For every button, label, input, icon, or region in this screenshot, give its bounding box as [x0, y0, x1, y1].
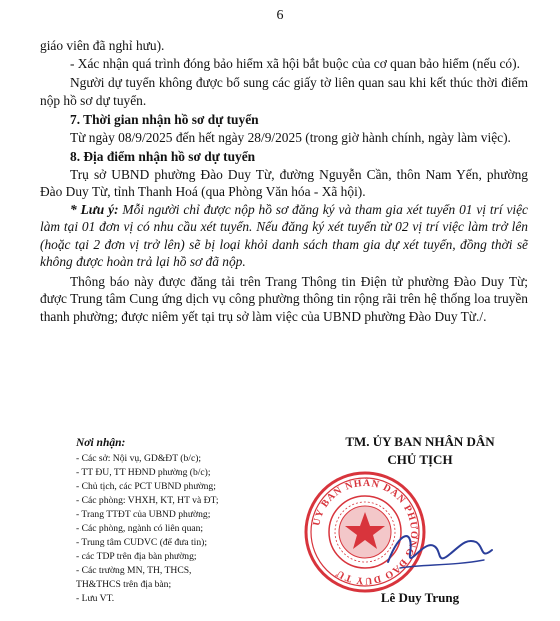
page-number: 6	[276, 8, 284, 23]
signature-role: CHỦ TỊCH	[387, 452, 453, 467]
recipient-item: - Trang TTĐT của UBND phường;	[76, 509, 211, 520]
note-text: Mỗi người chỉ được nộp hồ sơ đăng ký và tham gia xét tuyển 01 vị trí việc làm tại 01 đơn vị có nhu cầu xét tuyển. Nếu đăng ký xét tuyển từ 02 vị trí việc làm trở lên (hoặc tại 2 đơn vị trở lên) sẽ bị loại khỏi danh sách tham gia dự xét tuyển, đồng thời sẽ không được hoàn trả lại hồ sơ đã nộp.	[40, 201, 528, 269]
paragraph-note	[40, 201, 528, 271]
recipient-item: - Các sở: Nội vụ, GD&ĐT (b/c);	[76, 453, 202, 464]
heading-section-8: 8. Địa điểm nhận hồ sơ dự tuyển	[70, 149, 256, 164]
document-body	[40, 37, 528, 325]
paragraph-insurance: - Xác nhận quá trình đóng bảo hiểm xã hội bắt buộc của cơ quan bảo hiểm (nếu có).	[70, 55, 520, 71]
paragraph-publication: Thông báo này được đăng tải trên Trang Thông tin Điện tử phường Đào Duy Từ; được Trung tâm Cung ứng dịch vụ công phường thông tin rộng rãi trên hệ thống loa truyền thanh phường; được niêm yết tại trụ sở làm việc của UBND phường Đào Duy Từ./.	[40, 273, 528, 324]
signature-org-line: TM. ỦY BAN NHÂN DÂN	[345, 434, 495, 449]
heading-section-7: 7. Thời gian nhận hồ sơ dự tuyển	[70, 112, 259, 127]
recipient-item: - Trung tâm CUDVC (để đưa tin);	[76, 537, 207, 548]
recipient-item: - TT ĐU, TT HĐND phường (b/c);	[76, 467, 211, 478]
paragraph-continuation: giáo viên đã nghỉ hưu).	[40, 38, 165, 53]
recipient-item: - Chủ tịch, các PCT UBND phường;	[76, 481, 216, 492]
recipient-item: - Các phòng, ngành có liên quan;	[76, 523, 204, 534]
signer-name: Lê Duy Trung	[380, 590, 460, 605]
note-label: * Lưu ý:	[70, 201, 119, 217]
recipient-item: - các TDP trên địa bàn phường;	[76, 551, 197, 562]
recipient-item: - Lưu VT.	[76, 593, 115, 604]
paragraph-no-supplement: Người dự tuyển không được bổ sung các giấy tờ liên quan sau khi kết thúc thời điểm nộp hồ sơ dự tuyển.	[40, 75, 528, 108]
handwritten-signature-icon	[380, 520, 500, 580]
signature-block	[300, 433, 540, 469]
recipients-title: Nơi nhận:	[76, 437, 126, 449]
paragraph-location: Trụ sở UBND phường Đào Duy Từ, đường Nguyễn Cần, thôn Nam Yến, phường Đào Duy Từ, tỉnh Thanh Hoá (qua Phòng Văn hóa - Xã hội).	[40, 166, 528, 199]
recipients-list	[76, 436, 306, 606]
recipient-item: - Các phòng: VHXH, KT, HT và ĐT;	[76, 495, 219, 506]
recipient-item: - Các trường MN, TH, THCS,	[76, 565, 192, 576]
recipient-item: TH&THCS trên địa bàn;	[76, 579, 172, 590]
seal-text: ỦY BAN NHÂN DÂN PHƯỜNG ĐÀO DUY TỪ	[311, 477, 420, 587]
paragraph-time: Từ ngày 08/9/2025 đến hết ngày 28/9/2025 (trong giờ hành chính, ngày làm việc).	[70, 129, 511, 145]
